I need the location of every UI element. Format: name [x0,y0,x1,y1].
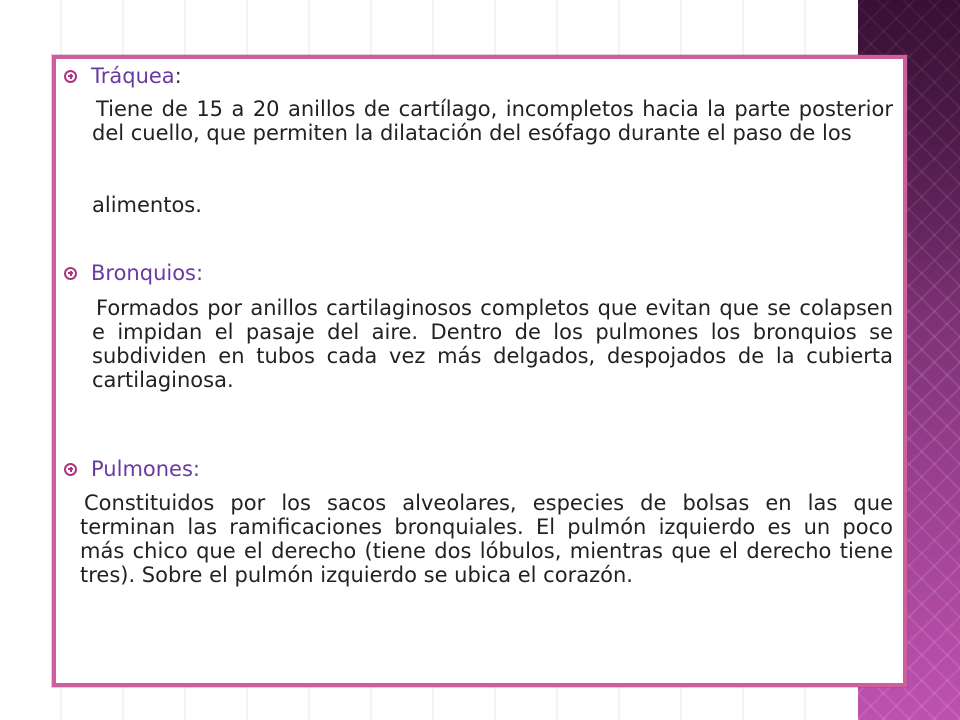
heading-pulmones [64,456,200,482]
heading-traquea-label: Tráquea [91,64,175,88]
heading-traquea [64,63,182,89]
heading-pulmones-label: Pulmones: [91,457,200,481]
circle-plus-bullet-icon [64,463,77,476]
content-box [52,55,907,687]
circle-plus-bullet-icon [64,267,77,280]
heading-traquea-colon: : [174,64,182,88]
paragraph-traquea: Tiene de 15 a 20 anillos de cartílago, incompletos hacia la parte posterior del cuello, que permiten la dilatación del esófago durante el paso de los [92,97,893,145]
heading-bronquios [64,260,203,286]
paragraph-traquea-tail: alimentos. [92,193,202,217]
paragraph-pulmones: Constituidos por los sacos alveolares, especies de bolsas en las que terminan las ramificaciones bronquiales. El pulmón izquierdo es un poco más chico que el derecho (tiene dos lóbulos, mientras que el derecho tiene tres). Sobre el pulmón izquierdo se ubica el corazón. [80,491,893,587]
circle-plus-bullet-icon [64,70,77,83]
paragraph-bronquios: Formados por anillos cartilaginosos completos que evitan que se colapsen e impidan el pasaje del aire. Dentro de los pulmones los bronquios se subdividen en tubos cada vez más delgados, despojados de la cubierta cartilaginosa. [92,296,893,392]
heading-bronquios-label: Bronquios: [91,261,204,285]
